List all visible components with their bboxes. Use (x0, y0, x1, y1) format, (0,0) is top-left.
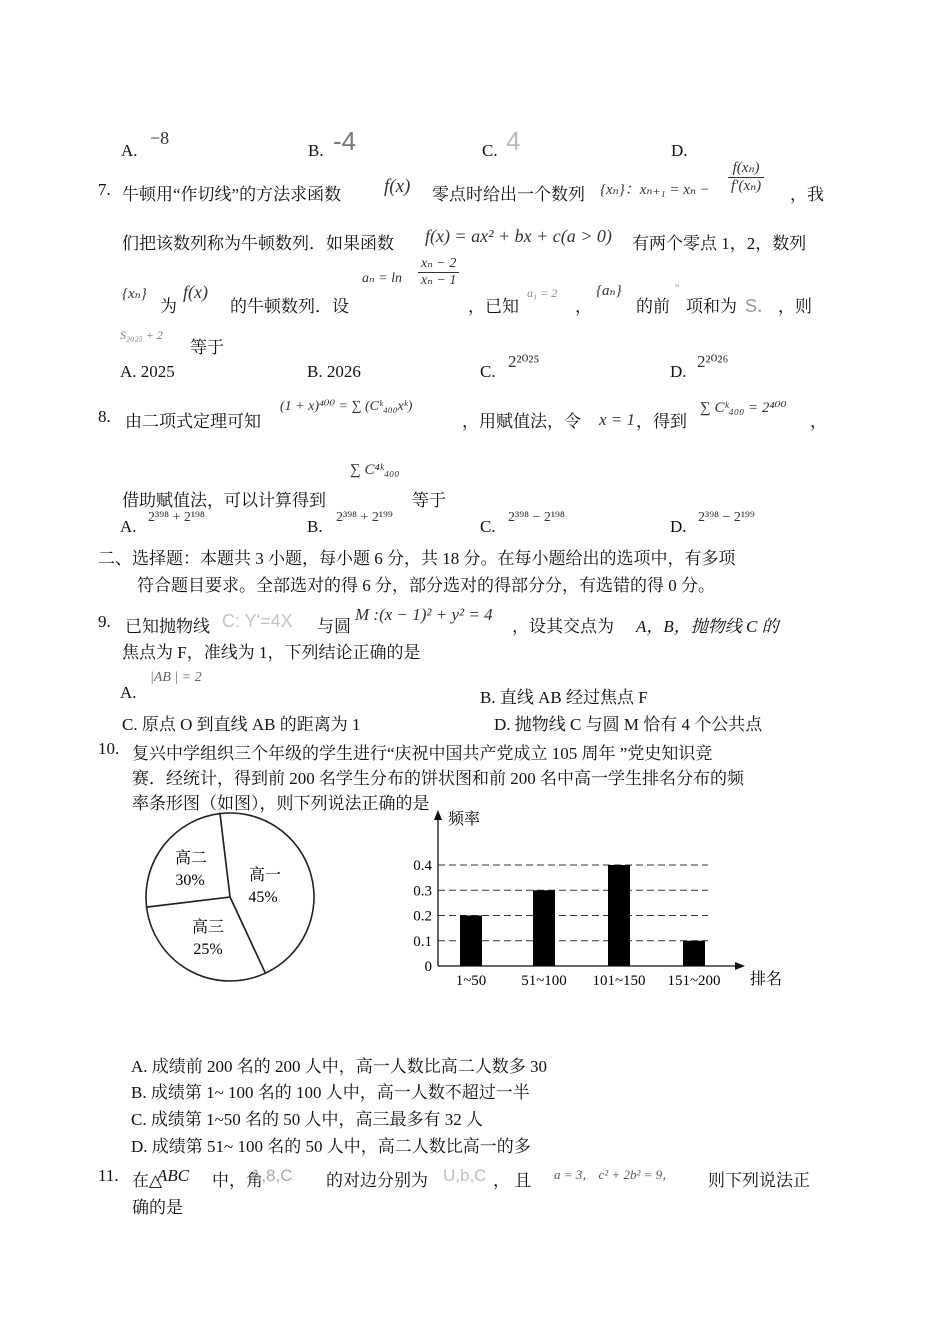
q7-option-d-label[interactable]: D. (670, 362, 687, 381)
q7-seq-xn: {xₙ} (122, 286, 147, 302)
q7-text-3a: 为 (160, 297, 177, 316)
q6-option-a-value: −8 (150, 128, 170, 148)
q8-text-1b: ，用赋值法，令 (462, 412, 581, 431)
q8-text-2b: 等于 (412, 491, 446, 510)
pie-label-grade-1: 高一 (248, 867, 282, 884)
q7-an-num: xₙ − 2 (418, 256, 459, 273)
q7-sn: S． (745, 296, 776, 316)
x-axis-arrow (735, 962, 745, 970)
q7-frac-num: f(xₙ) (728, 160, 764, 178)
q7-text-3c: ，已知 (468, 297, 519, 316)
q7-fx: f(x) (384, 176, 411, 197)
q8-text-1a: 由二项式定理可知 (125, 412, 261, 431)
q9-parabola: C: Y'=4X (222, 611, 293, 631)
q7-text-1a: 牛顿用“作切线”的方法求函数 (122, 185, 342, 204)
q9-option-d[interactable]: D. 抛物线 C 与圆 M 恰有 4 个公共点 (494, 715, 763, 734)
x-tick-label: 51~100 (521, 973, 567, 989)
q6-option-b-value: -4 (333, 126, 357, 156)
q8-text-2a: 借助赋值法，可以计算得到 (122, 491, 326, 510)
q7-text-2a: 们把该数列称为牛顿数列．如果函数 (122, 234, 394, 253)
x-tick-label: 1~50 (455, 973, 487, 989)
q7-an-frac (418, 256, 459, 289)
x-tick-label: 151~200 (667, 973, 721, 989)
pie-value-grade-1: 45% (248, 889, 278, 906)
q7-number: 7. (98, 180, 111, 199)
q7-seq-an: {aₙ} (596, 283, 622, 299)
q7-text-1c: ，我 (790, 185, 824, 204)
y-axis-label: 频率 (448, 811, 481, 828)
q7-function-formula: f(x) = ax² + bx + c(a > 0) (425, 226, 612, 246)
q11-text-1b: 中，角 (212, 1171, 263, 1190)
q11-triangle-abc: ABC (157, 1166, 190, 1185)
q6-option-a-label[interactable]: A. (121, 141, 138, 160)
bar (460, 916, 482, 967)
q7-text-3e: 的前 (636, 297, 670, 316)
q10-number: 10. (98, 739, 120, 758)
q8-x-eq-1: x = 1 (599, 410, 636, 429)
q8-text-1d: ， (810, 412, 827, 431)
q9-circle-eq: M :(x − 1)² + y² = 4 (355, 605, 493, 624)
q7-text-3d: ， (575, 297, 592, 316)
q8-sum-4k: ∑ C⁴ᵏ₄₀₀ (350, 462, 400, 478)
pie-chart (140, 810, 330, 985)
q8-binomial-formula: (1 + x)⁴⁰⁰ = ∑ (Cᵏ₄₀₀xᵏ) (280, 399, 413, 414)
q6-option-c-label[interactable]: C. (482, 141, 498, 160)
q8-option-a-value: 2³⁹⁸ + 2¹⁹⁸ (148, 510, 205, 525)
q8-text-1c: ，得到 (636, 412, 687, 431)
q10-option-b[interactable]: B. 成绩第 1~ 100 名的 100 人中，高一人数不超过一半 (131, 1083, 530, 1102)
q8-option-d-value: 2³⁹⁸ − 2¹⁹⁹ (698, 510, 755, 525)
q7-s2025-expr: S₂₀₂₅ + 2 (120, 328, 163, 342)
q7-option-b[interactable]: B. 2026 (307, 362, 361, 381)
pie-value-grade-3: 25% (193, 941, 223, 958)
y-tick-label: 0.2 (413, 908, 432, 925)
q6-option-b-label[interactable]: B. (308, 141, 324, 160)
q6-option-c-value: 4 (506, 126, 521, 156)
y-tick-label: 0.3 (413, 883, 432, 900)
q7-option-c-value: 2²⁰²⁵ (508, 352, 540, 371)
bar (533, 890, 555, 966)
bar (683, 941, 705, 966)
q8-number: 8. (98, 407, 111, 426)
q8-option-d-label[interactable]: D. (670, 517, 687, 536)
section-2-line-2: 符合题目要求。全部选对的得 6 分，部分选对的得部分分，有选错的得 0 分。 (137, 576, 715, 595)
x-tick-label: 101~150 (592, 973, 646, 989)
q7-text-2b: 有两个零点 1，2，数列 (632, 234, 807, 253)
q9-text-1a: 已知抛物线 (125, 617, 210, 636)
q7-newton-seq: {xₙ}：xₙ₊₁ = xₙ − (600, 182, 710, 198)
q11-angles: A,8,C (250, 1166, 293, 1185)
q11-text-1c: 的对边分别为 (326, 1171, 428, 1190)
x-axis-label: 排名 (750, 971, 783, 988)
bar-chart-y-ticks (413, 858, 432, 975)
q9-option-b[interactable]: B. 直线 AB 经过焦点 F (480, 688, 648, 707)
q7-option-a[interactable]: A. 2025 (120, 362, 175, 381)
q7-option-d-value: 2²⁰²⁶ (697, 352, 729, 371)
q7-option-c-label[interactable]: C. (480, 362, 496, 381)
q8-option-c-value: 2³⁹⁸ − 2¹⁹⁸ (508, 510, 565, 525)
q7-text-3g: ，则 (778, 297, 812, 316)
q7-text-3f: 项和为 (686, 297, 737, 316)
section-2-line-1: 二、选择题：本题共 3 小题，每小题 6 分，共 18 分。在每小题给出的选项中，有多项 (98, 549, 736, 568)
q11-text-2: 确的是 (132, 1198, 183, 1217)
pie-label-grade-2: 高二 (174, 850, 208, 867)
q11-number: 11. (98, 1166, 119, 1185)
q11-text-1a: 在△ (132, 1171, 163, 1190)
q7-text-3b: 的牛顿数列．设 (230, 297, 349, 316)
q9-number: 9. (98, 612, 111, 631)
pie-value-grade-2: 30% (175, 872, 205, 889)
y-tick-label: 0.4 (413, 858, 432, 874)
q8-option-b-label[interactable]: B. (307, 517, 323, 536)
q7-text-1b: 零点时给出一个数列 (432, 185, 585, 204)
q7-fx-2: f(x) (183, 282, 208, 302)
bar (608, 865, 630, 966)
q11-text-1d: ， 且 (493, 1171, 532, 1190)
pie-label-grade-3: 高三 (191, 919, 225, 936)
q10-option-c[interactable]: C. 成绩第 1~50 名的 50 人中，高三最多有 32 人 (131, 1110, 484, 1129)
q8-option-c-label[interactable]: C. (480, 517, 496, 536)
q11-sides: U,b,C (443, 1166, 487, 1185)
q7-text-4a: 等于 (190, 338, 224, 357)
q11-condition: a = 3， c² + 2b² = 9， (554, 1167, 676, 1182)
q10-text-1: 复兴中学组织三个年级的学生进行“庆祝中国共产党成立 105 周年 ”党史知识竞 (132, 744, 713, 763)
q9-text-1d: ，设其交点为 (512, 617, 614, 636)
q8-option-b-value: 2³⁹⁸ + 2¹⁹⁹ (336, 510, 393, 525)
q7-frac-den: f′(xₙ) (731, 178, 762, 195)
bar-chart (398, 808, 800, 998)
q7-an-den: xₙ − 1 (421, 273, 457, 289)
y-axis-arrow (434, 810, 442, 820)
q11-text-1e: 则下列说法正 (708, 1171, 810, 1190)
q7-newton-frac (728, 160, 764, 196)
q9-option-a-label[interactable]: A. (120, 683, 137, 702)
q8-sum-400: ∑ Cᵏ₄₀₀ = 2⁴⁰⁰ (700, 400, 787, 416)
y-tick-label: 0 (424, 959, 432, 975)
q9-option-a-value: |AB | = 2 (150, 670, 202, 685)
y-tick-label: 0.1 (413, 933, 432, 950)
q9-text-1b: 与圆 (317, 617, 351, 636)
q10-text-2: 赛．经统计，得到前 200 名学生分布的饼状图和前 200 名中高一学生排名分布的频 (132, 769, 744, 788)
q10-option-a[interactable]: A. 成绩前 200 名的 200 人中，高一人数比高二人数多 30 (131, 1057, 548, 1076)
q9-text-1e: A，B，抛物线 C 的 (636, 617, 779, 636)
pie-slices (146, 813, 314, 981)
q6-option-d-label[interactable]: D. (671, 141, 688, 160)
q7-n-mark: " (675, 282, 680, 296)
q9-text-2: 焦点为 F，准线为 1，下列结论正确的是 (122, 643, 421, 662)
q7-an-def: aₙ = ln (362, 271, 403, 286)
bar-chart-x-ticks (456, 973, 721, 989)
q8-option-a-label[interactable]: A. (120, 517, 137, 536)
q10-text-3: 率条形图（如图），则下列说法正确的是 (132, 794, 430, 813)
q9-option-c[interactable]: C. 原点 O 到直线 AB 的距离为 1 (122, 715, 361, 734)
q7-a1: a₁ = 2 (527, 286, 558, 300)
q10-option-d[interactable]: D. 成绩第 51~ 100 名的 50 人中，高二人数比高一的多 (131, 1137, 531, 1156)
